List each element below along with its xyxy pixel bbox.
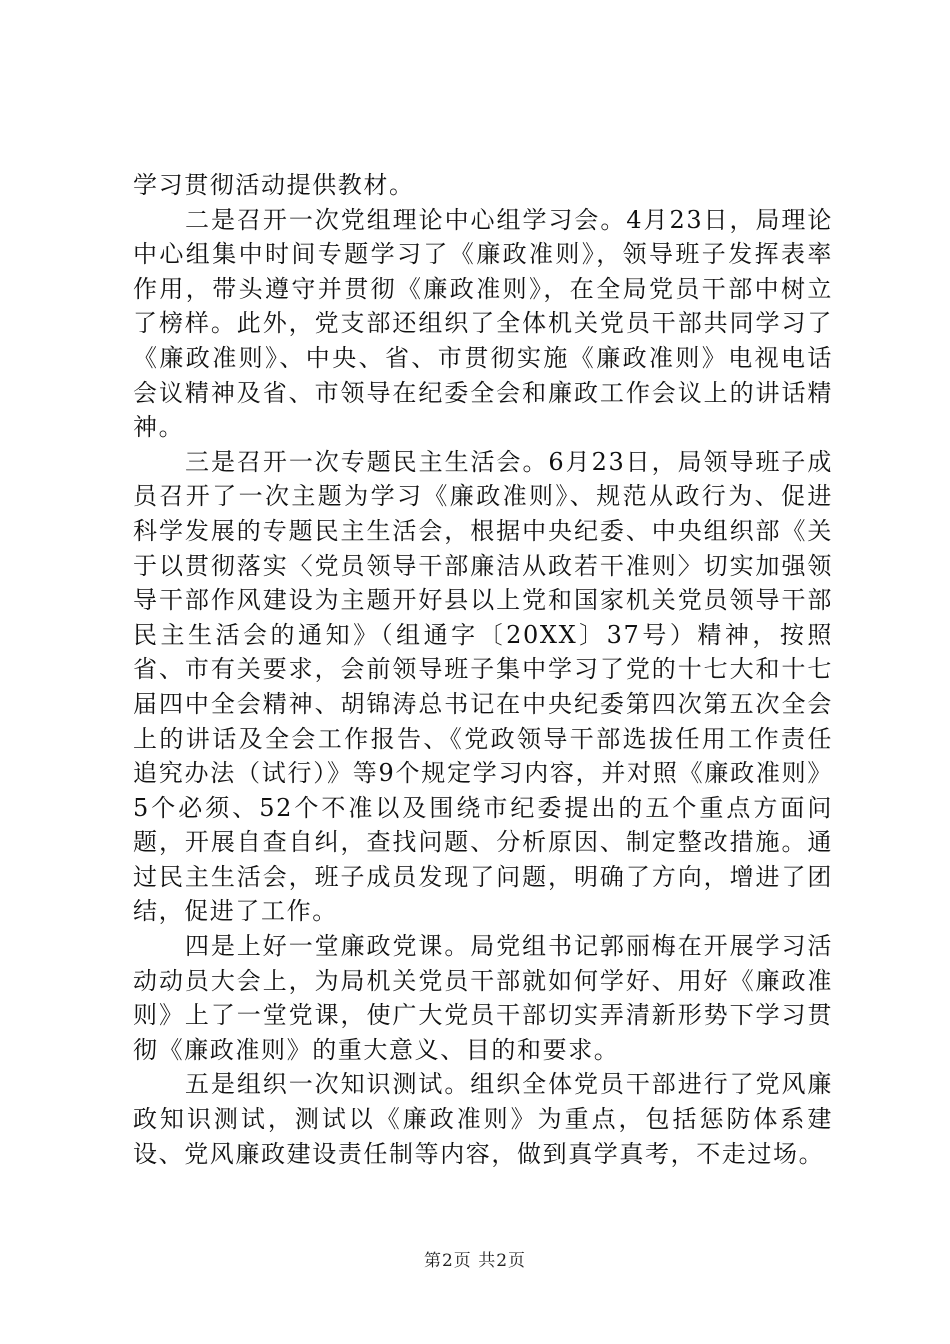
paragraph-point-two: 二是召开一次党组理论中心组学习会。4月23日，局理论中心组集中时间专题学习了《廉政准则》，领导班子发挥表率作用，带头遵守并贯彻《廉政准则》，在全局党员干部中树立了榜样。此外，党支部还组织了全体机关党员干部共同学习了《廉政准则》、中央、省、市贯彻实施《廉政准则》电视电话会议精神及省、市领导在纪委全会和廉政工作会议上的讲话精神。	[133, 205, 833, 442]
paragraph-intro-end: 学习贯彻活动提供教材。	[133, 171, 415, 199]
paragraph-point-five: 五是组织一次知识测试。组织全体党员干部进行了党风廉政知识测试，测试以《廉政准则》为重点，包括惩防体系建设、党风廉政建设责任制等内容，做到真学真考，不走过场。	[133, 1070, 833, 1168]
paragraph-point-four: 四是上好一堂廉政党课。局党组书记郭丽梅在开展学习活动动员大会上，为局机关党员干部就如何学好、用好《廉政准则》上了一堂党课，使广大党员干部切实弄清新形势下学习贯彻《廉政准则》的重大意义、目的和要求。	[133, 932, 833, 1064]
paragraph-point-three: 三是召开一次专题民主生活会。6月23日，局领导班子成员召开了一次主题为学习《廉政准则》、规范从政行为、促进科学发展的专题民主生活会，根据中央纪委、中央组织部《关于以贯彻落实〈党员领导干部廉洁从政若干准则〉切实加强领导干部作风建设为主题开好县以上党和国家机关党员领导干部民主生活会的通知》（组通字〔20XX〕37号）精神，按照省、市有关要求，会前领导班子集中学习了党的十七大和十七届四中全会精神、胡锦涛总书记在中央纪委第四次第五次全会上的讲话及全会工作报告、《党政领导干部选拔任用工作责任追究办法（试行）》等9个规定学习内容，并对照《廉政准则》5个必须、52个不准以及围绕市纪委提出的五个重点方面问题，开展自查自纠，查找问题、分析原因、制定整改措施。通过民主生活会，班子成员发现了问题，明确了方向，增进了团结，促进了工作。	[133, 447, 833, 926]
document-body	[133, 168, 833, 1171]
page-footer: 第2页 共2页	[423, 1251, 527, 1271]
